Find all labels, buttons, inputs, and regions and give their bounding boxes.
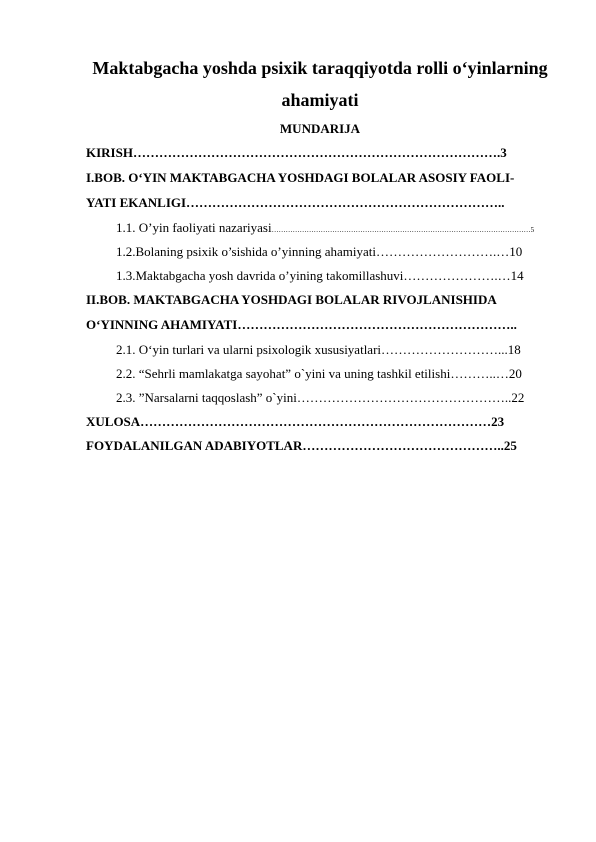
toc-entry-1-1-text: 1.1. O’yin faoliyati nazariyasi [116, 220, 272, 235]
toc-entry-references: FOYDALANILGAN ADABIYOTLAR………………………………………..25 [86, 438, 517, 453]
toc-entry-1-3: 1.3.Maktabgacha yosh davrida o’yining takomillashuvi………………….…14 [116, 268, 524, 283]
toc-entry-2-3: 2.3. ”Narsalarni taqqoslash” o`yini…………………………………………..22 [116, 390, 525, 405]
document-title-line-2: ahamiyati [281, 90, 359, 110]
toc-entry-1-1-leader: …………………………………………………………………………………………………5 [271, 226, 535, 234]
document-title-line-1: Maktabgacha yoshda psixik taraqqiyotda rolli o‘yinlarning [92, 58, 548, 78]
toc-entry-chapter-2-line-1: II.BOB. MAKTABGACHA YOSHDAGI BOLALAR RIVOJLANISHIDA [86, 292, 497, 307]
toc-entry-kirish: KIRISH………………………………………………………………………….3 [86, 145, 507, 160]
toc-entry-chapter-1-line-2: YATI EKANLIGI……………………………………………………………….. [86, 195, 505, 210]
toc-entry-chapter-2-line-2: O‘YINNING AHAMIYATI……………………………………………………….. [86, 317, 517, 332]
toc-entry-chapter-1-line-1: I.BOB. O‘YIN MAKTABGACHA YOSHDAGI BOLALAR ASOSIY FAOLI- [86, 170, 515, 185]
toc-entry-2-1: 2.1. O‘yin turlari va ularni psixologik xususiyatlari………………………...18 [116, 342, 521, 357]
toc-entry-2-2: 2.2. “Sehrli mamlakatga sayohat” o`yini va uning tashkil etilishi………..…20 [116, 366, 522, 381]
toc-heading: MUNDARIJA [279, 121, 361, 136]
toc-entry-1-2: 1.2.Bolaning psixik o’sishida o’yinning ahamiyati……………………….…10 [116, 244, 523, 259]
toc-entry-xulosa: XULOSA………………………………………………………………………23 [86, 414, 505, 429]
toc-entry-1-1 [116, 220, 534, 238]
